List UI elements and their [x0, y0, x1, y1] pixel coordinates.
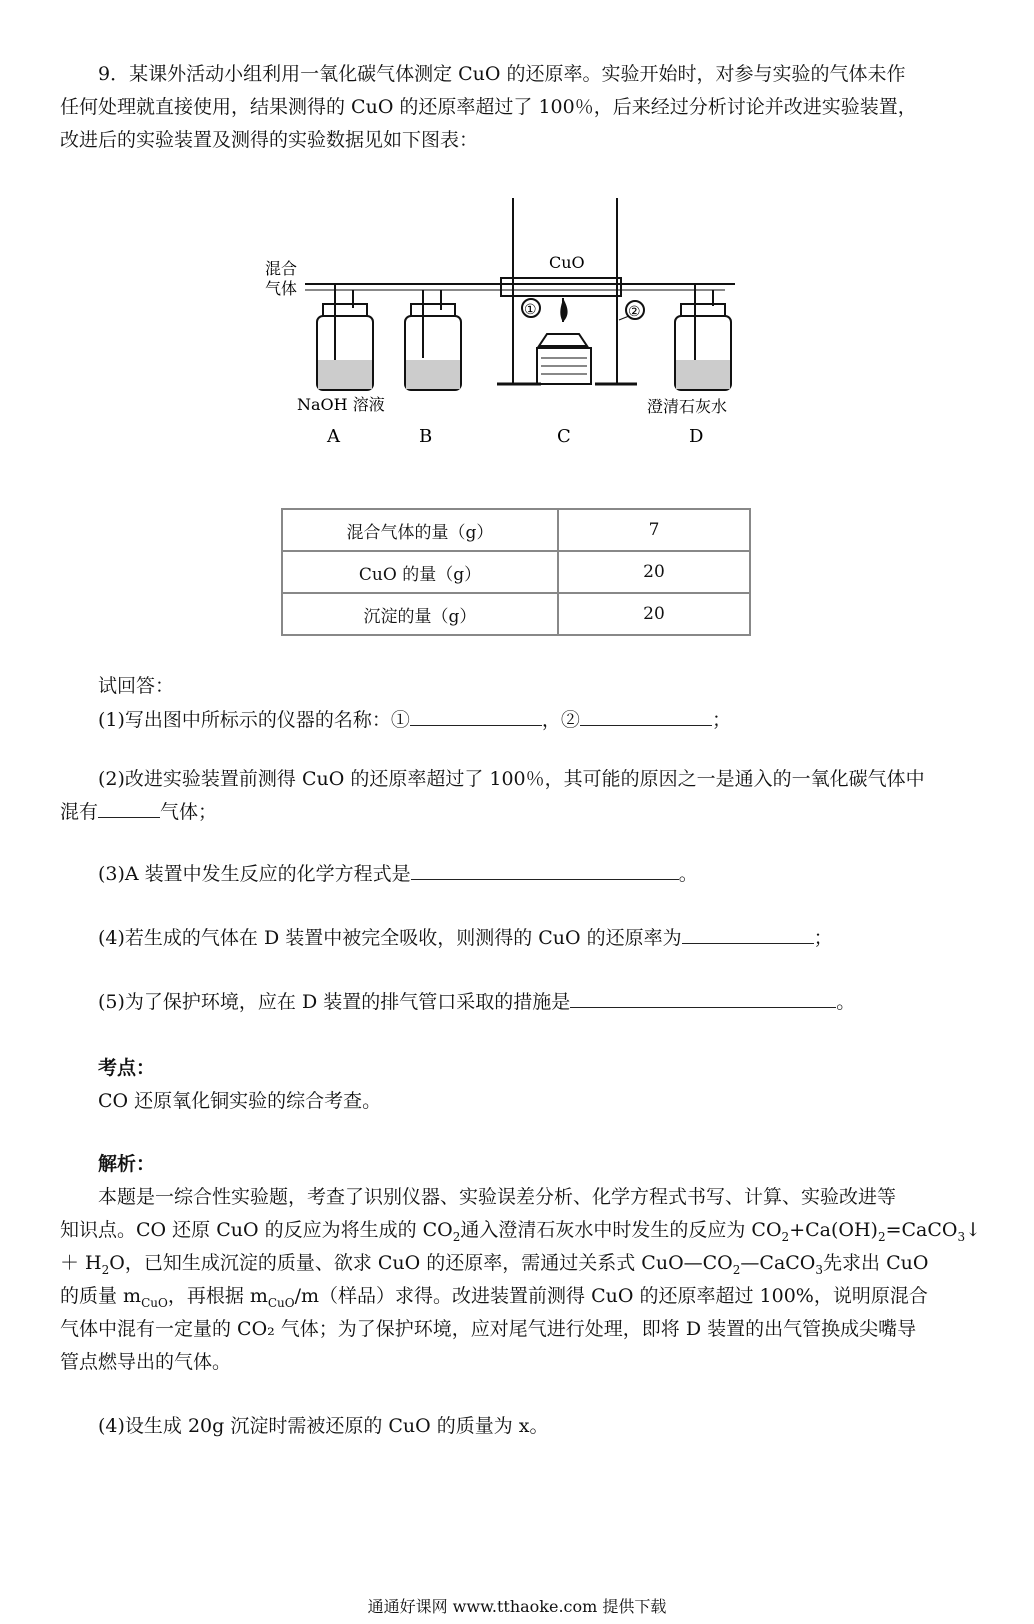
question-2-line-1: (2)改进实验装置前测得 CuO 的还原率超过了 100％，其可能的原因之一是通入的一氧化碳气体中 [98, 768, 925, 790]
table-cell-value: 7 [558, 509, 750, 551]
question-line-2: 任何处理就直接使用，结果测得的 CuO 的还原率超过了 100％，后来经过分析讨论并改进实验装置， [60, 96, 917, 118]
label-a: A [327, 426, 340, 447]
jiexi-l4-c: /m（样品）求得。改进装置前测得 CuO 的还原率超过 100%，说明原混合 [294, 1285, 928, 1307]
kaodian-text: CO 还原氧化铜实验的综合考查。 [98, 1090, 382, 1112]
jiexi-line-4 [60, 1280, 928, 1312]
jiexi-heading: 解析： [98, 1153, 156, 1175]
table-cell-label: 沉淀的量（g） [282, 593, 558, 635]
marker-2: ② [628, 304, 641, 320]
bottle-a-stopper [323, 304, 367, 316]
data-table [281, 508, 751, 636]
limewater-label: 澄清石灰水 [647, 397, 728, 416]
table-cell-value: 20 [558, 593, 750, 635]
q5-blank[interactable] [570, 989, 836, 1008]
sub-2: 2 [781, 1229, 790, 1244]
questions-intro: 试回答： [98, 675, 175, 697]
jiexi-line-6: 管点燃导出的气体。 [60, 1351, 232, 1373]
sub-3: 3 [815, 1262, 824, 1277]
q2-text-a: 混有 [60, 801, 99, 823]
gas-label-2: 气体 [265, 279, 298, 298]
q1-blank-2[interactable] [580, 707, 712, 726]
kaodian-heading: 考点： [98, 1057, 156, 1079]
limewater-solution [676, 360, 730, 389]
q3-end: 。 [678, 863, 698, 885]
q4-text: (4)若生成的气体在 D 装置中被完全吸收，则测得的 CuO 的还原率为 [98, 927, 682, 949]
jiexi-l2-a: 知识点。CO 还原 CuO 的反应为将生成的 CO [60, 1219, 453, 1241]
apparatus-diagram [265, 198, 765, 458]
sub-2: 2 [732, 1262, 741, 1277]
jiexi-line-2 [60, 1214, 981, 1246]
jiexi-l2-d: =CaCO [885, 1219, 958, 1241]
q1-end: ； [711, 709, 731, 731]
jiexi-l3-c: —CaCO [740, 1252, 816, 1274]
question-line-1: 9．某课外活动小组利用一氧化碳气体测定 CuO 的还原率。实验开始时，对参与实验的气体未作 [98, 63, 906, 85]
q2-text-b: 气体； [160, 801, 218, 823]
jiexi-l3-d: 先求出 CuO [823, 1252, 929, 1274]
sub-cuo: CuO [141, 1295, 168, 1310]
q3-text: (3)A 装置中发生反应的化学方程式是 [98, 863, 411, 885]
sub-cuo: CuO [267, 1295, 295, 1310]
bottle-d-stopper [681, 304, 725, 316]
q1-text: (1)写出图中所标示的仪器的名称：① [98, 709, 410, 731]
naoh-label: NaOH 溶液 [297, 395, 385, 414]
table-cell-label: CuO 的量（g） [282, 551, 558, 593]
jiexi-line-3 [60, 1247, 928, 1279]
question-3 [98, 858, 698, 890]
question-1 [98, 704, 731, 736]
q1-mid: ，② [541, 709, 580, 731]
alcohol-lamp [539, 334, 587, 346]
q2-blank[interactable] [98, 799, 160, 818]
gas-label-1: 混合 [265, 259, 298, 278]
table-row [282, 593, 750, 635]
jiexi-l3-a: ＋ H [60, 1252, 102, 1274]
q3-blank[interactable] [411, 861, 679, 880]
sub-3: 3 [957, 1229, 966, 1244]
question-5 [98, 986, 855, 1018]
sub-2: 2 [877, 1229, 886, 1244]
jiexi-l2-e: ↓ [965, 1219, 982, 1241]
q4-end: ； [813, 927, 833, 949]
glass-tube-c [501, 278, 621, 296]
label-b: B [419, 426, 433, 447]
jiexi-l3-b: O，已知生成沉淀的质量、欲求 CuO 的还原率，需通过关系式 CuO—CO [109, 1252, 733, 1274]
sub-2: 2 [452, 1229, 461, 1244]
table-row [282, 509, 750, 551]
table-cell-value: 20 [558, 551, 750, 593]
question-2-line-2 [60, 796, 217, 828]
jiexi-l4-b: ，再根据 m [167, 1285, 268, 1307]
table-cell-label: 混合气体的量（g） [282, 509, 558, 551]
q4-blank[interactable] [682, 925, 814, 944]
question-4 [98, 922, 833, 954]
sub-2: 2 [101, 1262, 110, 1277]
q5-end: 。 [836, 991, 856, 1013]
jiexi-l2-b: 通入澄清石灰水中时发生的反应为 CO [460, 1219, 782, 1241]
q1-blank-1[interactable] [410, 707, 542, 726]
question-line-3: 改进后的实验装置及测得的实验数据见如下图表： [60, 129, 479, 151]
marker-1: ① [524, 302, 537, 318]
bottle-b-stopper [411, 304, 455, 316]
page-footer: 通通好课网 www.tthaoke.com 提供下载 [367, 1597, 667, 1616]
table-row [282, 551, 750, 593]
step-4: (4)设生成 20g 沉淀时需被还原的 CuO 的质量为 x。 [98, 1415, 549, 1437]
jiexi-l4-a: 的质量 m [60, 1285, 142, 1307]
naoh-solution [318, 360, 372, 389]
jiexi-l2-c: +Ca(OH) [789, 1219, 878, 1241]
q5-text: (5)为了保护环境，应在 D 装置的排气管口采取的措施是 [98, 991, 571, 1013]
jiexi-line-1: 本题是一综合性实验题，考查了识别仪器、实验误差分析、化学方程式书写、计算、实验改进等 [98, 1186, 897, 1208]
lamp-flame [560, 298, 567, 322]
jiexi-line-5: 气体中混有一定量的 CO₂ 气体；为了保护环境，应对尾气进行处理，即将 D 装置的出气管换成尖嘴导 [60, 1318, 917, 1340]
label-d: D [689, 426, 704, 447]
cuo-label: CuO [549, 253, 585, 272]
label-c: C [557, 426, 571, 447]
